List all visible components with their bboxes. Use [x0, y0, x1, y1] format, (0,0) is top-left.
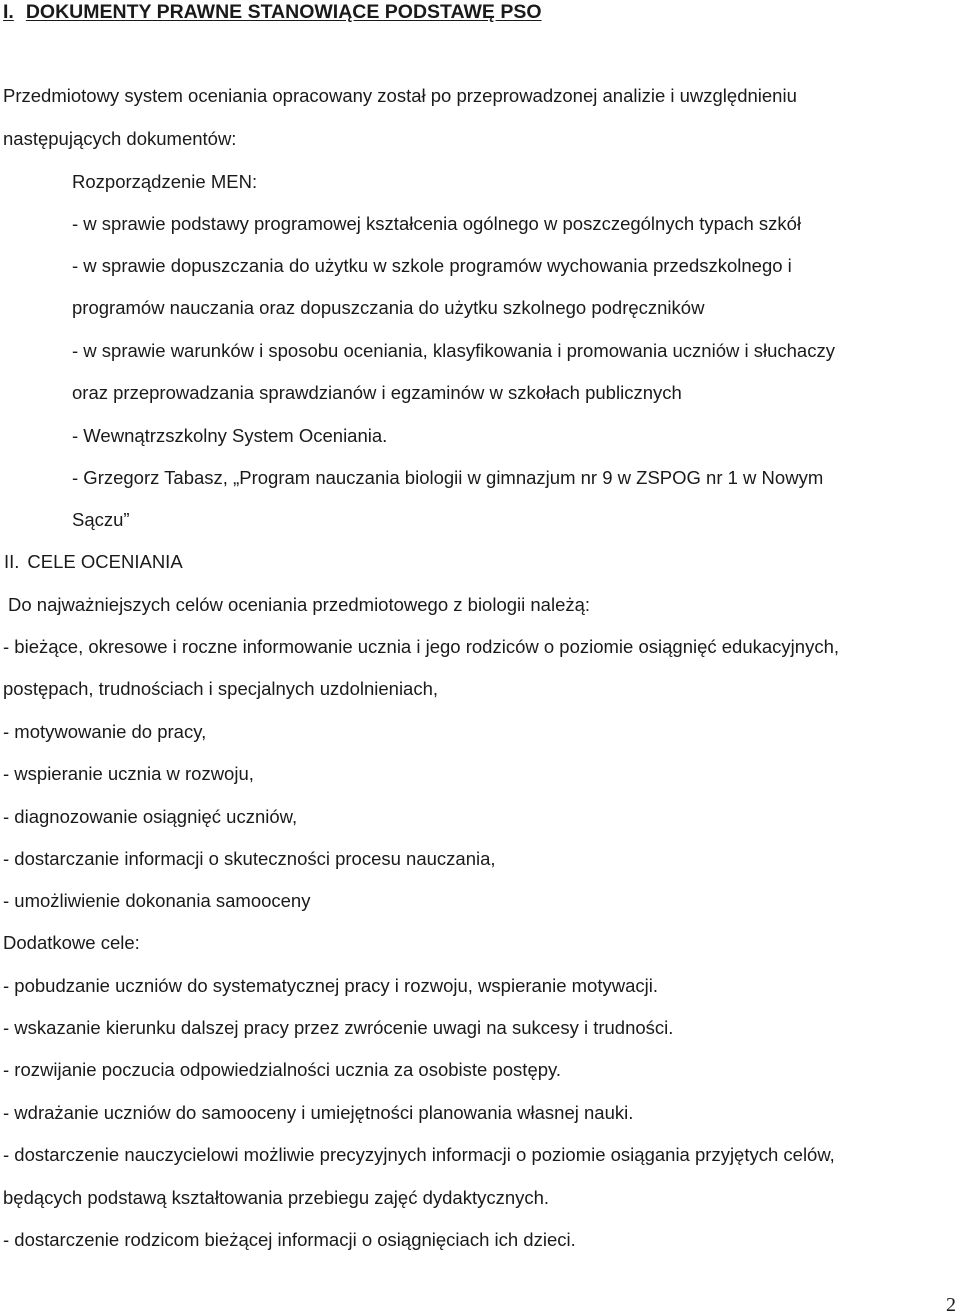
intro-line-2: następujących dokumentów:	[3, 128, 237, 149]
section-2-title: CELE OCENIANIA	[27, 551, 183, 572]
document-item: Sączu”	[72, 509, 130, 530]
section-1-number: I.	[3, 1, 14, 23]
additional-goal-item: - wskazanie kierunku dalszej pracy przez zwrócenie uwagi na sukcesy i trudności.	[3, 1017, 674, 1038]
goal-item: - motywowanie do pracy,	[3, 721, 207, 742]
document-item: - Grzegorz Tabasz, „Program nauczania biologii w gimnazjum nr 9 w ZSPOG nr 1 w Nowym	[72, 467, 824, 488]
document-item: - w sprawie warunków i sposobu oceniania, klasyfikowania i promowania uczniów i słuchaczy	[72, 340, 835, 361]
document-item: Rozporządzenie MEN:	[72, 171, 258, 192]
additional-goal-item: będących podstawą kształtowania przebiegu zajęć dydaktycznych.	[3, 1187, 550, 1208]
section-1-title: DOKUMENTY PRAWNE STANOWIĄCE PODSTAWĘ PSO	[25, 1, 542, 23]
additional-goal-item: - wdrażanie uczniów do samooceny i umiejętności planowania własnej nauki.	[3, 1102, 634, 1123]
goal-item: - dostarczanie informacji o skuteczności procesu nauczania,	[3, 848, 496, 869]
document-item: - Wewnątrzszkolny System Oceniania.	[72, 425, 388, 446]
goal-item: - bieżące, okresowe i roczne informowanie ucznia i jego rodziców o poziomie osiągnięć edukacyjnych,	[3, 636, 840, 657]
goal-item: - diagnozowanie osiągnięć uczniów,	[3, 806, 298, 827]
additional-goal-item: - dostarczenie nauczycielowi możliwie precyzyjnych informacji o poziomie osiągania przyjętych celów,	[3, 1144, 835, 1165]
goal-item: - wspieranie ucznia w rozwoju,	[3, 763, 254, 784]
document-item: - w sprawie podstawy programowej kształcenia ogólnego w poszczególnych typach szkół	[72, 213, 802, 234]
page-number: 2	[946, 1294, 956, 1316]
additional-goal-item: - rozwijanie poczucia odpowiedzialności ucznia za osobiste postępy.	[3, 1059, 562, 1080]
goal-item: - umożliwienie dokonania samooceny	[3, 890, 311, 911]
section-2-heading	[4, 550, 183, 574]
additional-goal-item: - dostarczenie rodzicom bieżącej informacji o osiągnięciach ich dzieci.	[3, 1229, 576, 1250]
additional-goals-heading: Dodatkowe cele:	[3, 932, 140, 953]
goal-item: postępach, trudnościach i specjalnych uzdolnieniach,	[3, 678, 439, 699]
intro-line-1: Przedmiotowy system oceniania opracowany został po przeprowadzonej analizie i uwzględnieniu	[3, 85, 797, 106]
additional-goal-item: - pobudzanie uczniów do systematycznej pracy i rozwoju, wspieranie motywacji.	[3, 975, 658, 996]
section-1-heading	[3, 0, 542, 24]
document-item: oraz przeprowadzania sprawdzianów i egzaminów w szkołach publicznych	[72, 382, 682, 403]
document-item: - w sprawie dopuszczania do użytku w szkole programów wychowania przedszkolnego i	[72, 255, 792, 276]
goals-intro: Do najważniejszych celów oceniania przedmiotowego z biologii należą:	[8, 594, 591, 615]
document-item: programów nauczania oraz dopuszczania do użytku szkolnego podręczników	[72, 297, 705, 318]
section-2-number: II.	[4, 551, 20, 572]
